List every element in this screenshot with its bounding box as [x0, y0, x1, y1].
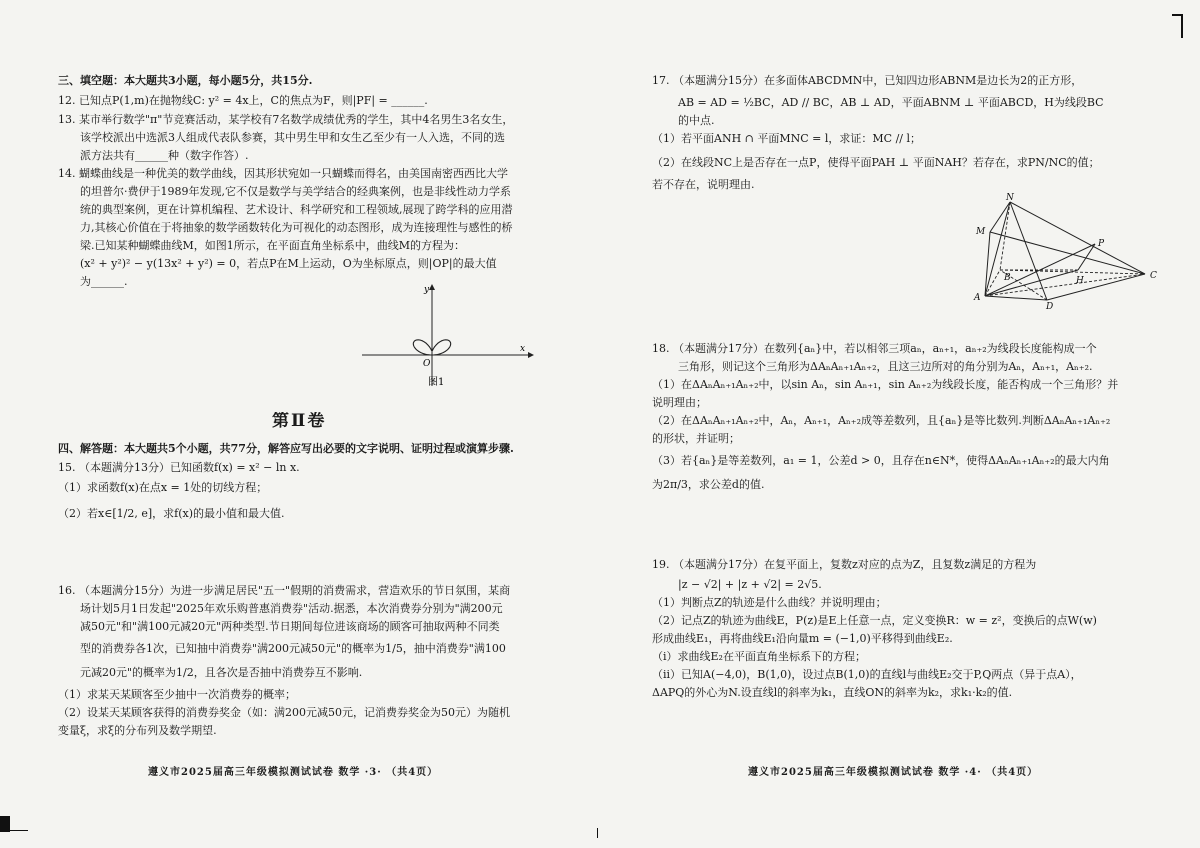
q13-line: 派方法共有______种（数字作答）.	[80, 149, 249, 162]
right-page	[600, 0, 1200, 848]
q19-line: （1）判断点Z的轨迹是什么曲线？并说明理由；	[652, 596, 887, 609]
q14-line: 统的典型案例，更在计算机编程、艺术设计、科学研究和工程领域,展现了跨学科的应用潜	[80, 203, 513, 216]
question-18	[652, 340, 1192, 494]
q17-line: AB = AD = ½BC，AD // BC，AB ⊥ AD，平面ABNM ⊥ 平面ABCD，H为线段BC	[678, 96, 1104, 109]
part2-title: 第Ⅱ卷	[272, 412, 327, 430]
q17-line: （1）若平面ANH ∩ 平面MNC = l，求证：MC // l；	[652, 132, 922, 145]
q15-line: 15. （本题满分13分）已知函数f(x) = x² − ln x.	[58, 461, 300, 474]
x-axis-arrow	[528, 352, 534, 358]
vertex-label: M	[976, 227, 986, 237]
q16-line: 变量ξ，求ξ的分布列及数学期望.	[58, 724, 217, 737]
q17-line: （2）在线段NC上是否存在一点P，使得平面PAH ⊥ 平面NAH？若存在，求PN/NC的值；	[652, 156, 1100, 169]
q19-line: 19. （本题满分17分）在复平面上，复数z对应的点为Z，且复数z满足的方程为	[652, 558, 1037, 571]
q16-line: 16. （本题满分15分）为进一步满足居民"五一"假期的消费需求，营造欢乐的节日氛围，某商	[58, 584, 511, 597]
q19-line: 形成曲线E₁，再将曲线E₁沿向量m = (−1,0)平移得到曲线E₂.	[652, 632, 953, 645]
q14-line: (x² + y²)² − y(13x² + y²) = 0，若点P在M上运动，O为坐标原点，则|OP|的最大值	[80, 257, 497, 270]
q16-line: 元减20元"的概率为1/2，且各次是否抽中消费券互不影响.	[80, 666, 363, 679]
question-12: 12. 已知点P(1,m)在抛物线C: y² = 4x上，C的焦点为F，则|PF| = ______.	[58, 94, 428, 107]
vertex-label: A	[974, 293, 981, 303]
q13-line: 13. 某市举行数学"π"节竞赛活动，某学校有7名数学成绩优秀的学生，其中4名男生3名女生，	[58, 113, 514, 126]
vertex-label: P	[1098, 239, 1105, 249]
q19-line: |z − √2| + |z + √2| = 2√5.	[678, 578, 822, 591]
question-17	[652, 72, 1182, 194]
question-19	[652, 556, 1192, 702]
q15-line: （2）若x∈[1/2, e]，求f(x)的最小值和最大值.	[58, 507, 285, 520]
vertex-label: B	[1004, 273, 1011, 283]
q14-line: 梁.已知某种蝴蝶曲线M，如图1所示，在平面直角坐标系中，曲线M的方程为：	[80, 239, 466, 252]
section3-heading: 三、填空题：本大题共3小题，每小题5分，共15分.	[58, 74, 313, 87]
vertex-label: N	[1006, 193, 1014, 203]
q14-line: 力,其核心价值在于将抽象的数学函数转化为可视化的动态图形，成为连接理性与感性的桥	[80, 221, 513, 234]
vertex-label: D	[1046, 302, 1054, 310]
polyhedron-figure	[970, 192, 1170, 310]
figure-caption: 图1	[428, 377, 445, 388]
q19-line: ΔAPQ的外心为N.设直线l的斜率为k₁，直线ON的斜率为k₂，求k₁·k₂的值.	[652, 686, 1013, 699]
q16-line: （2）设某天某顾客获得的消费券奖金（如：满200元减50元，记消费券奖金为50元）为随机	[58, 706, 510, 719]
q19-line: （i）求曲线E₂在平面直角坐标系下的方程；	[652, 650, 866, 663]
q17-line: 若不存在，说明理由.	[652, 178, 755, 191]
q18-line: 说明理由；	[652, 396, 707, 409]
q18-line: 18. （本题满分17分）在数列{aₙ}中，若以相邻三项aₙ，aₙ₊₁，aₙ₊₂为线段长度能构成一个	[652, 342, 1097, 355]
q19-line: （2）记点Z的轨迹为曲线E，P(z)是E上任意一点，定义变换R：w = z²，变换后的点W(w)	[652, 614, 1097, 627]
q13-line: 该学校派出中选派3人组成代表队参赛，其中男生甲和女生乙至少有一人入选，不同的选	[80, 131, 505, 144]
vertex-label: H	[1076, 276, 1084, 286]
q16-line: 减50元"和"满100元减20元"两种类型.节日期间每位进该商场的顾客可抽取两种不同类	[80, 620, 500, 633]
question-14	[58, 165, 582, 291]
butterfly-curve-figure	[360, 282, 535, 392]
q18-line: 三角形，则记这个三角形为ΔAₙAₙ₊₁Aₙ₊₂，且这三边所对的角分别为Aₙ，Aₙ₊₁，Aₙ₊₂.	[678, 360, 1093, 373]
section4-heading: 四、解答题：本大题共5个小题，共77分，解答应写出必要的文字说明、证明过程或演算步骤.	[58, 442, 514, 455]
question-13	[58, 111, 578, 165]
origin-label: O	[423, 359, 431, 369]
q18-line: （3）若{aₙ}是等差数列，a₁ = 1，公差d > 0，且存在n∈N*，使得ΔAₙAₙ₊₁Aₙ₊₂的最大内角	[652, 454, 1110, 467]
q16-line: 场计划5月1日发起"2025年欢乐购普惠消费券"活动.据悉，本次消费券分别为"满200元	[80, 602, 503, 615]
q18-line: 为2π/3，求公差d的值.	[652, 478, 765, 491]
q17-line: 17. （本题满分15分）在多面体ABCDMN中，已知四边形ABNM是边长为2的正方形，	[652, 74, 1083, 87]
q14-line: 14. 蝴蝶曲线是一种优美的数学曲线，因其形状宛如一只蝴蝶而得名，由美国南密西西比大学	[58, 167, 508, 180]
q16-line: 型的消费券各1次，已知抽中消费券"满200元减50元"的概率为1/5，抽中消费券"满100	[80, 642, 506, 655]
y-axis-label: y	[424, 285, 430, 295]
question-16	[58, 582, 582, 740]
q18-line: （1）在ΔAₙAₙ₊₁Aₙ₊₂中，以sin Aₙ，sin Aₙ₊₁，sin Aₙ₊₂为线段长度，能否构成一个三角形？并	[652, 378, 1119, 391]
vertex-label: C	[1150, 271, 1157, 281]
q18-line: 的形状，并证明；	[652, 432, 740, 445]
y-axis-arrow	[429, 284, 435, 290]
q17-line: 的中点.	[678, 114, 715, 127]
q16-line: （1）求某天某顾客至少抽中一次消费券的概率；	[58, 688, 296, 701]
x-axis-label: x	[520, 344, 526, 354]
question-15	[58, 459, 578, 523]
left-page-footer: 遵义市2025届高三年级模拟测试试卷 数学 ·3· （共4页）	[148, 767, 439, 778]
right-page-footer: 遵义市2025届高三年级模拟测试试卷 数学 ·4· （共4页）	[748, 767, 1039, 778]
q14-line: 为______.	[80, 275, 128, 288]
q19-line: （ii）已知A(−4,0)，B(1,0)，设过点B(1,0)的直线l与曲线E₂交于P,Q两点（异于点A），	[652, 668, 1082, 681]
q18-line: （2）在ΔAₙAₙ₊₁Aₙ₊₂中，Aₙ，Aₙ₊₁，Aₙ₊₂成等差数列，且{aₙ}是等比数列.判断ΔAₙAₙ₊₁Aₙ₊₂	[652, 414, 1111, 427]
q14-line: 的坦普尔·费伊于1989年发现,它不仅是数学与美学结合的经典案例，也是非线性动力学系	[80, 185, 511, 198]
q15-line: （1）求函数f(x)在点x = 1处的切线方程；	[58, 481, 268, 494]
